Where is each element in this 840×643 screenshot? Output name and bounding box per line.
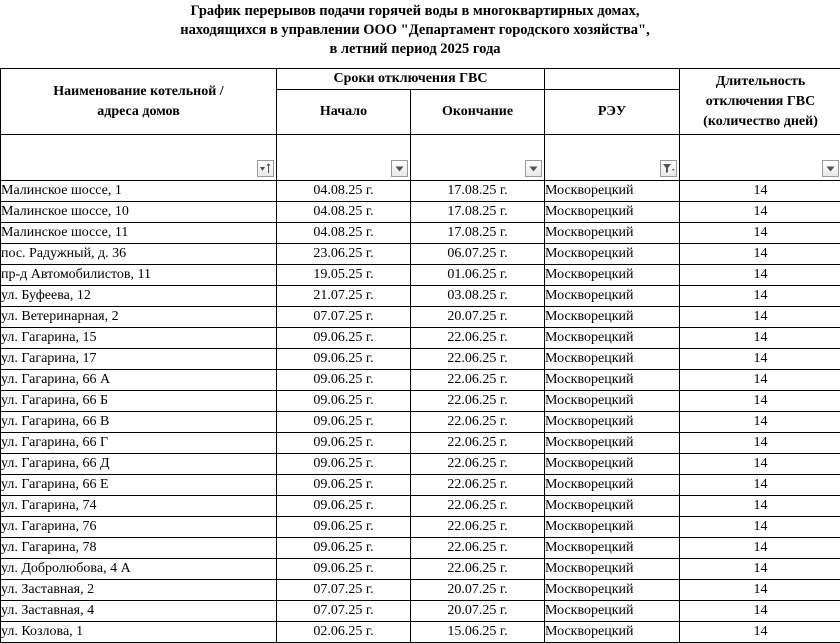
table-row [1, 370, 840, 391]
header-duration[interactable]: Длительность отключения ГВС (количество дней) [680, 69, 840, 135]
cell-end-date[interactable]: 22.06.25 г. [411, 328, 545, 349]
cell-reu[interactable]: Москворецкий [545, 286, 680, 307]
table-row [1, 454, 840, 475]
cell-duration-days[interactable]: 14 [680, 244, 840, 265]
cell-reu[interactable]: Москворецкий [545, 475, 680, 496]
filter-cell-name [1, 135, 277, 181]
cell-reu[interactable]: Москворецкий [545, 181, 680, 202]
filter-row [1, 135, 840, 181]
filter-active-icon [662, 163, 675, 174]
cell-reu[interactable]: Москворецкий [545, 307, 680, 328]
cell-duration-days[interactable]: 14 [680, 286, 840, 307]
cell-end-date[interactable]: 17.08.25 г. [411, 202, 545, 223]
table-row [1, 517, 840, 538]
sheet-title [0, 2, 830, 59]
cell-start-date[interactable]: 09.06.25 г. [277, 559, 411, 580]
schedule-table [0, 68, 840, 643]
cell-reu[interactable]: Москворецкий [545, 496, 680, 517]
cell-duration-days[interactable]: 14 [680, 475, 840, 496]
filter-button-reu[interactable] [660, 160, 677, 177]
cell-start-date[interactable]: 21.07.25 г. [277, 286, 411, 307]
cell-address[interactable]: ул. Заставная, 2 [1, 580, 277, 601]
table-row [1, 223, 840, 244]
cell-reu[interactable]: Москворецкий [545, 622, 680, 643]
filter-button-start[interactable] [391, 160, 408, 177]
sort-filter-button-name[interactable] [257, 160, 274, 177]
cell-start-date[interactable]: 19.05.25 г. [277, 265, 411, 286]
cell-start-date[interactable]: 09.06.25 г. [277, 454, 411, 475]
cell-duration-days[interactable]: 14 [680, 328, 840, 349]
table-row [1, 286, 840, 307]
cell-end-date[interactable]: 22.06.25 г. [411, 496, 545, 517]
cell-address[interactable]: Малинское шоссе, 11 [1, 223, 277, 244]
cell-start-date[interactable]: 04.08.25 г. [277, 223, 411, 244]
cell-address[interactable]: ул. Гагарина, 66 А [1, 370, 277, 391]
cell-start-date[interactable]: 09.06.25 г. [277, 433, 411, 454]
table-row [1, 580, 840, 601]
cell-address[interactable]: ул. Гагарина, 66 Г [1, 433, 277, 454]
filter-cell-start [277, 135, 411, 181]
cell-end-date[interactable]: 17.08.25 г. [411, 223, 545, 244]
cell-duration-days[interactable]: 14 [680, 622, 840, 643]
table-row [1, 349, 840, 370]
cell-end-date[interactable]: 22.06.25 г. [411, 475, 545, 496]
title-line-3: в летний период 2025 года [329, 41, 501, 57]
cell-address[interactable]: Малинское шоссе, 10 [1, 202, 277, 223]
cell-end-date[interactable]: 20.07.25 г. [411, 601, 545, 622]
cell-duration-days[interactable]: 14 [680, 202, 840, 223]
cell-reu[interactable]: Москворецкий [545, 244, 680, 265]
cell-address[interactable]: ул. Добролюбова, 4 А [1, 559, 277, 580]
cell-end-date[interactable]: 22.06.25 г. [411, 412, 545, 433]
cell-address[interactable]: ул. Гагарина, 66 Е [1, 475, 277, 496]
cell-reu[interactable]: Москворецкий [545, 349, 680, 370]
table-row [1, 391, 840, 412]
table-row [1, 601, 840, 622]
cell-end-date[interactable]: 15.06.25 г. [411, 622, 545, 643]
cell-address[interactable]: Малинское шоссе, 1 [1, 181, 277, 202]
cell-duration-days[interactable]: 14 [680, 181, 840, 202]
cell-start-date[interactable]: 07.07.25 г. [277, 601, 411, 622]
table-row [1, 181, 840, 202]
cell-duration-days[interactable]: 14 [680, 580, 840, 601]
cell-address[interactable]: ул. Гагарина, 66 В [1, 412, 277, 433]
table-row [1, 538, 840, 559]
cell-start-date[interactable]: 09.06.25 г. [277, 538, 411, 559]
header-reu[interactable]: РЭУ [545, 90, 680, 135]
cell-duration-days[interactable]: 14 [680, 559, 840, 580]
cell-duration-days[interactable]: 14 [680, 517, 840, 538]
cell-address[interactable]: ул. Козлова, 1 [1, 622, 277, 643]
cell-reu[interactable]: Москворецкий [545, 433, 680, 454]
cell-end-date[interactable]: 20.07.25 г. [411, 307, 545, 328]
cell-reu[interactable]: Москворецкий [545, 391, 680, 412]
header-group-period[interactable]: Сроки отключения ГВС [277, 69, 545, 90]
cell-start-date[interactable]: 04.08.25 г. [277, 202, 411, 223]
cell-reu[interactable]: Москворецкий [545, 370, 680, 391]
cell-duration-days[interactable]: 14 [680, 412, 840, 433]
cell-reu[interactable]: Москворецкий [545, 538, 680, 559]
dropdown-arrow-icon [529, 166, 538, 172]
cell-address[interactable]: ул. Ветеринарная, 2 [1, 307, 277, 328]
table-row [1, 559, 840, 580]
cell-start-date[interactable]: 04.08.25 г. [277, 181, 411, 202]
filter-cell-duration [680, 135, 840, 181]
cell-address[interactable]: ул. Гагарина, 17 [1, 349, 277, 370]
cell-start-date[interactable]: 09.06.25 г. [277, 391, 411, 412]
table-row [1, 202, 840, 223]
cell-end-date[interactable]: 22.06.25 г. [411, 349, 545, 370]
cell-duration-days[interactable]: 14 [680, 496, 840, 517]
cell-end-date[interactable]: 22.06.25 г. [411, 370, 545, 391]
header-name[interactable]: Наименование котельной / адреса домов [1, 69, 277, 135]
cell-duration-days[interactable]: 14 [680, 454, 840, 475]
cell-end-date[interactable]: 17.08.25 г. [411, 181, 545, 202]
dropdown-arrow-icon [826, 166, 835, 172]
cell-reu[interactable]: Москворецкий [545, 601, 680, 622]
table-row [1, 265, 840, 286]
sort-filter-icon [259, 163, 272, 174]
cell-reu[interactable]: Москворецкий [545, 265, 680, 286]
cell-address[interactable]: ул. Гагарина, 66 Д [1, 454, 277, 475]
cell-address[interactable]: ул. Гагарина, 15 [1, 328, 277, 349]
cell-end-date[interactable]: 22.06.25 г. [411, 391, 545, 412]
table-body [1, 181, 840, 643]
cell-duration-days[interactable]: 14 [680, 538, 840, 559]
cell-start-date[interactable]: 23.06.25 г. [277, 244, 411, 265]
filter-button-end[interactable] [525, 160, 542, 177]
cell-address[interactable]: ул. Буфеева, 12 [1, 286, 277, 307]
table-row [1, 622, 840, 643]
cell-end-date[interactable]: 06.07.25 г. [411, 244, 545, 265]
cell-address[interactable]: ул. Заставная, 4 [1, 601, 277, 622]
title-line-2: находящихся в управлении ООО "Департамент городского хозяйства", [180, 22, 650, 38]
cell-start-date[interactable]: 09.06.25 г. [277, 412, 411, 433]
cell-address[interactable]: ул. Гагарина, 76 [1, 517, 277, 538]
cell-address[interactable]: пр-д Автомобилистов, 11 [1, 265, 277, 286]
cell-duration-days[interactable]: 14 [680, 601, 840, 622]
cell-reu[interactable]: Москворецкий [545, 202, 680, 223]
cell-reu[interactable]: Москворецкий [545, 559, 680, 580]
cell-start-date[interactable]: 09.06.25 г. [277, 475, 411, 496]
cell-end-date[interactable]: 01.06.25 г. [411, 265, 545, 286]
cell-reu[interactable]: Москворецкий [545, 223, 680, 244]
filter-cell-reu [545, 135, 680, 181]
table-row [1, 307, 840, 328]
filter-cell-end [411, 135, 545, 181]
cell-reu[interactable]: Москворецкий [545, 454, 680, 475]
cell-start-date[interactable]: 02.06.25 г. [277, 622, 411, 643]
cell-end-date[interactable]: 22.06.25 г. [411, 517, 545, 538]
table-row [1, 328, 840, 349]
cell-reu[interactable]: Москворецкий [545, 412, 680, 433]
header-start[interactable]: Начало [277, 90, 411, 135]
cell-duration-days[interactable]: 14 [680, 349, 840, 370]
dropdown-arrow-icon [395, 166, 404, 172]
cell-duration-days[interactable]: 14 [680, 265, 840, 286]
cell-address[interactable]: ул. Гагарина, 78 [1, 538, 277, 559]
cell-duration-days[interactable]: 14 [680, 433, 840, 454]
cell-reu[interactable]: Москворецкий [545, 580, 680, 601]
cell-address[interactable]: пос. Радужный, д. 36 [1, 244, 277, 265]
cell-start-date[interactable]: 09.06.25 г. [277, 370, 411, 391]
cell-start-date[interactable]: 09.06.25 г. [277, 349, 411, 370]
cell-duration-days[interactable]: 14 [680, 370, 840, 391]
table-row [1, 496, 840, 517]
cell-end-date[interactable]: 20.07.25 г. [411, 580, 545, 601]
cell-end-date[interactable]: 22.06.25 г. [411, 559, 545, 580]
cell-start-date[interactable]: 09.06.25 г. [277, 496, 411, 517]
filter-button-duration[interactable] [822, 160, 839, 177]
cell-start-date[interactable]: 09.06.25 г. [277, 328, 411, 349]
cell-end-date[interactable]: 22.06.25 г. [411, 433, 545, 454]
cell-reu[interactable]: Москворецкий [545, 517, 680, 538]
cell-address[interactable]: ул. Гагарина, 74 [1, 496, 277, 517]
table-row [1, 433, 840, 454]
cell-start-date[interactable]: 09.06.25 г. [277, 517, 411, 538]
cell-end-date[interactable]: 22.06.25 г. [411, 538, 545, 559]
table-row [1, 412, 840, 433]
cell-duration-days[interactable]: 14 [680, 223, 840, 244]
header-end[interactable]: Окончание [411, 90, 545, 135]
cell-duration-days[interactable]: 14 [680, 307, 840, 328]
cell-duration-days[interactable]: 14 [680, 391, 840, 412]
header-reu-top[interactable] [545, 69, 680, 90]
title-line-1: График перерывов подачи горячей воды в многоквартирных домах, [190, 3, 640, 19]
cell-end-date[interactable]: 03.08.25 г. [411, 286, 545, 307]
cell-start-date[interactable]: 07.07.25 г. [277, 580, 411, 601]
table-row [1, 244, 840, 265]
cell-reu[interactable]: Москворецкий [545, 328, 680, 349]
table-row [1, 475, 840, 496]
cell-end-date[interactable]: 22.06.25 г. [411, 454, 545, 475]
cell-start-date[interactable]: 07.07.25 г. [277, 307, 411, 328]
cell-address[interactable]: ул. Гагарина, 66 Б [1, 391, 277, 412]
